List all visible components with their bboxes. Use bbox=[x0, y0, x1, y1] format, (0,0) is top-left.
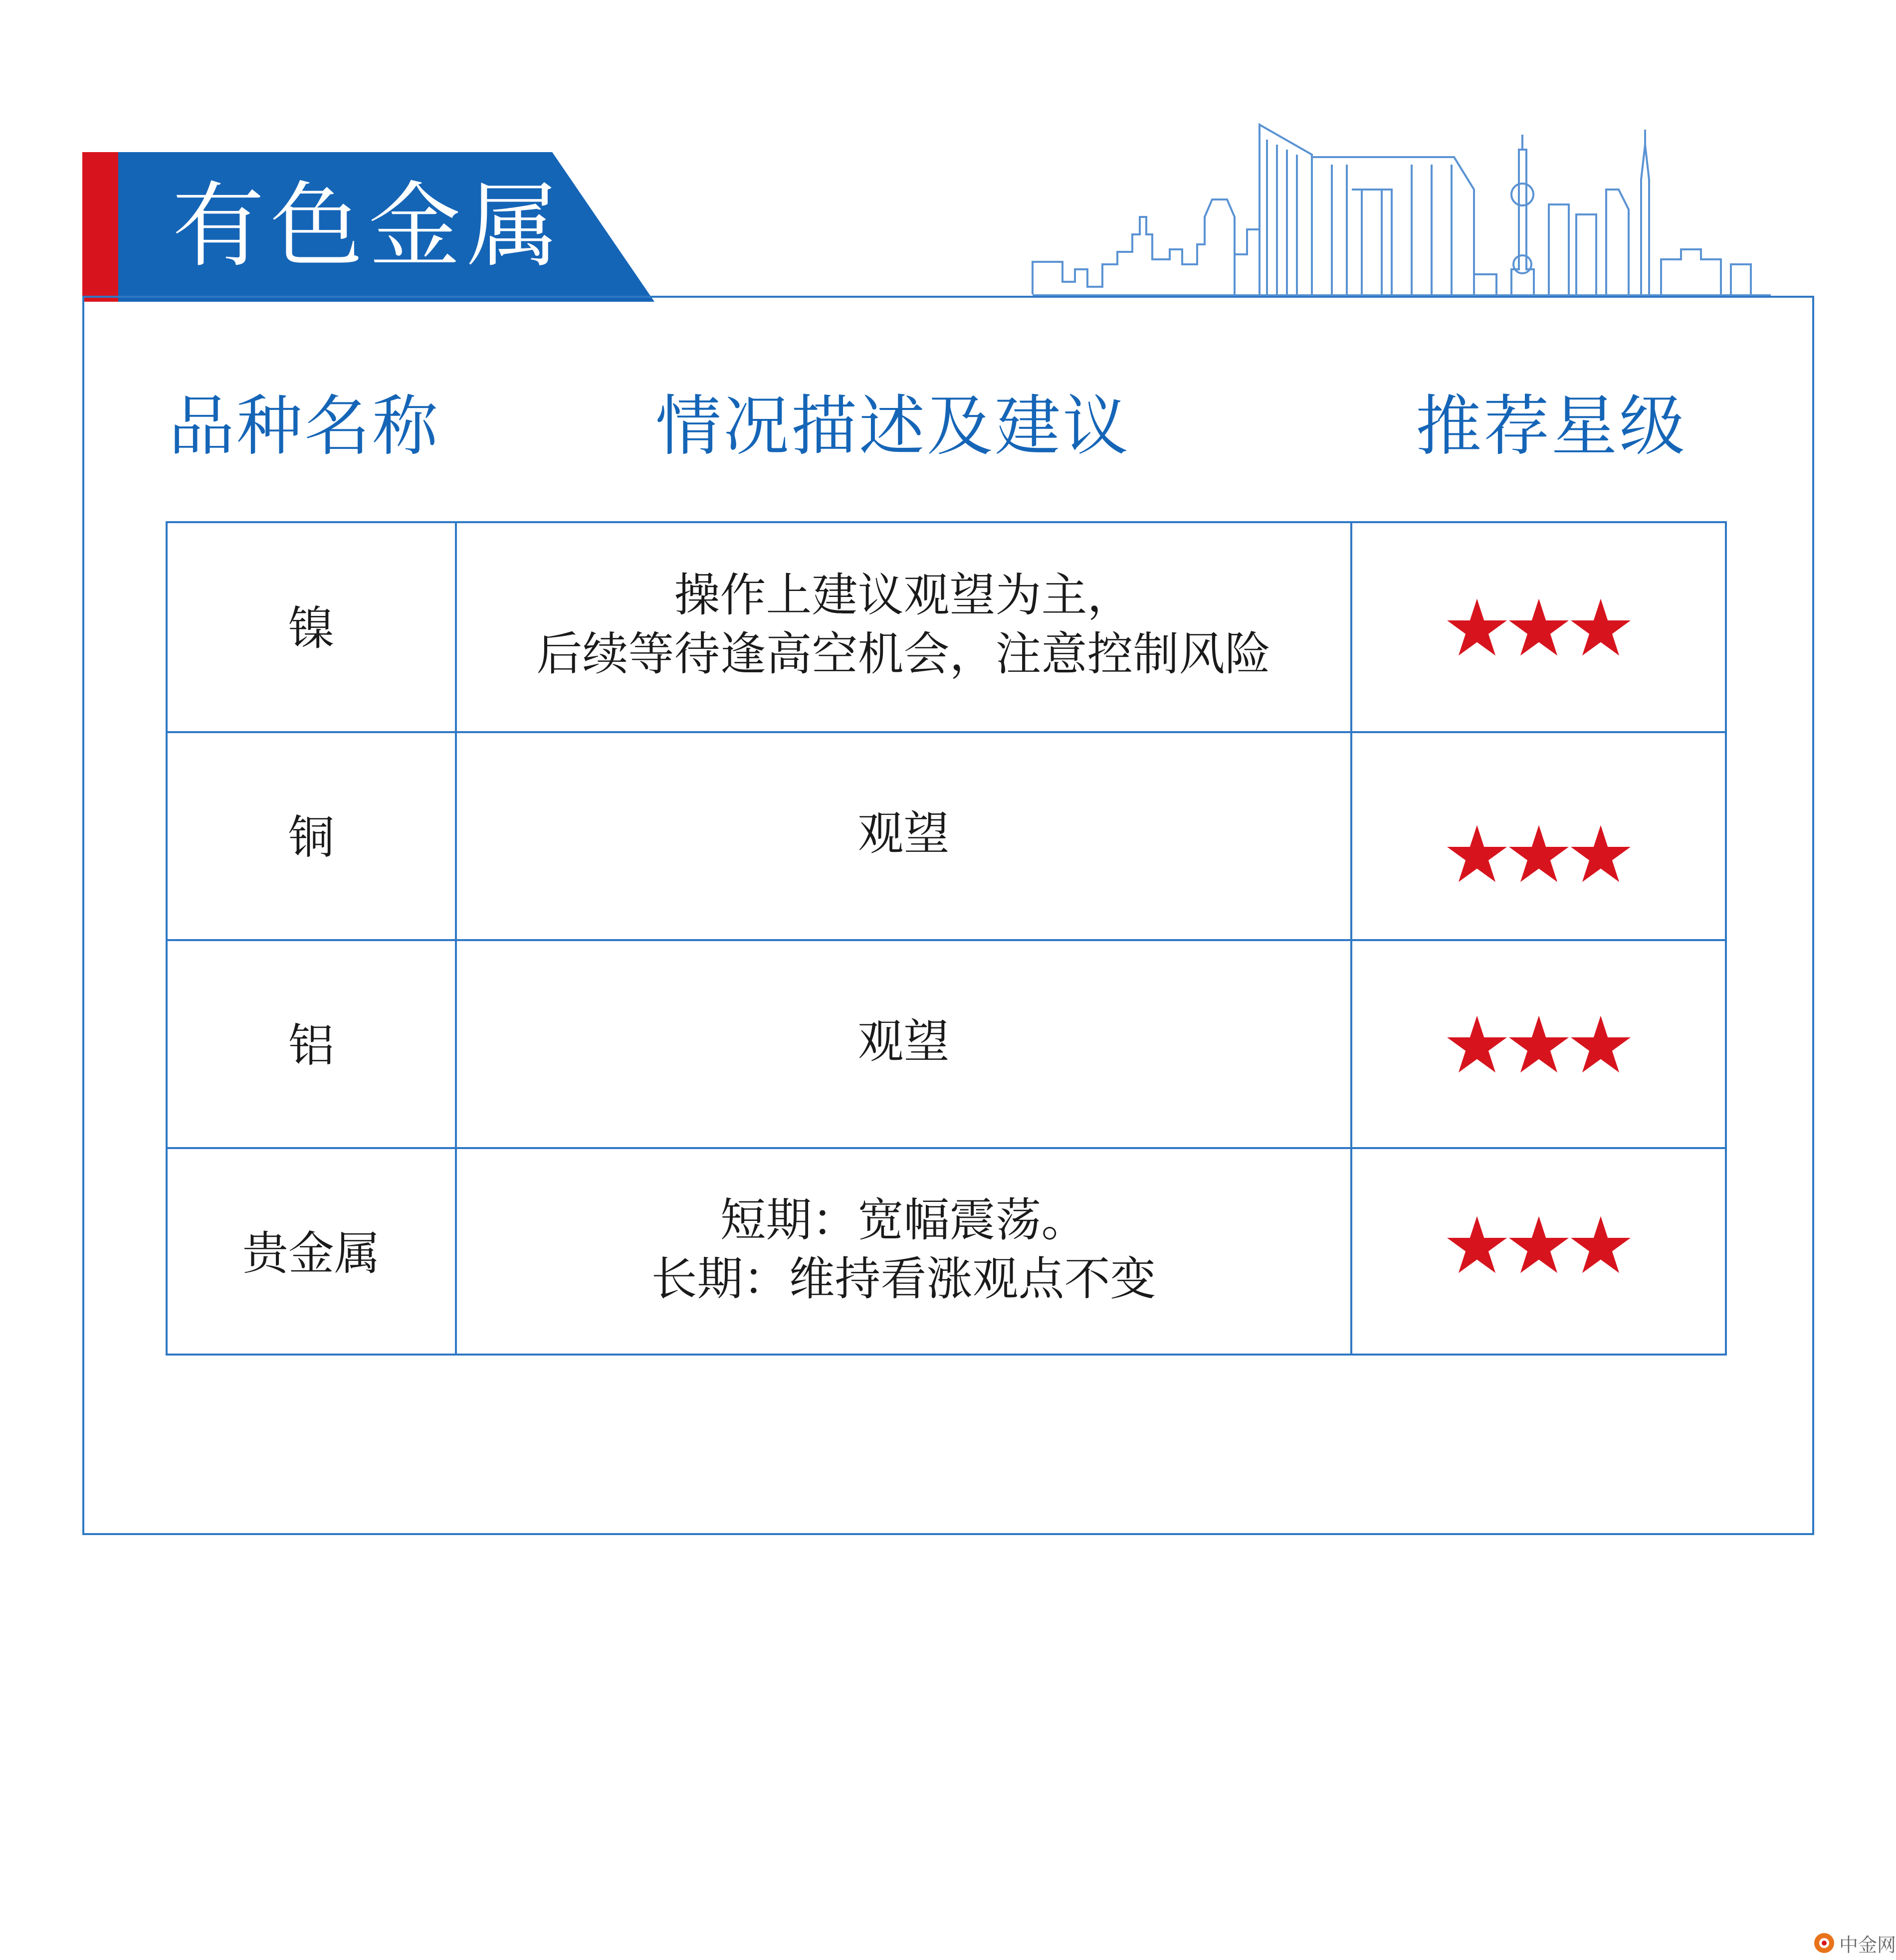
rating-cell bbox=[1352, 1149, 1725, 1355]
rating-cell bbox=[1352, 941, 1725, 1147]
commodity-description: 观望 bbox=[857, 1014, 950, 1068]
column-header-name: 品种名称 bbox=[169, 388, 440, 465]
star-rating bbox=[1447, 1015, 1631, 1073]
table-row bbox=[168, 1147, 1725, 1355]
star-rating bbox=[1447, 598, 1631, 656]
description-cell bbox=[457, 733, 1352, 939]
star-icon bbox=[1509, 1015, 1569, 1073]
star-icon bbox=[1571, 1216, 1631, 1273]
table-row bbox=[168, 939, 1725, 1147]
header-accent-bar bbox=[82, 152, 118, 302]
commodity-name: 贵金属 bbox=[242, 1226, 380, 1280]
commodity-description: 操作上建议观望为主， 后续等待逢高空机会，注意控制风险 bbox=[536, 568, 1271, 681]
name-cell bbox=[168, 941, 457, 1147]
rating-cell bbox=[1352, 733, 1725, 939]
name-cell bbox=[168, 733, 457, 939]
name-cell bbox=[168, 1149, 457, 1355]
rating-cell bbox=[1352, 523, 1725, 731]
description-cell bbox=[457, 941, 1352, 1147]
watermark bbox=[1813, 1929, 1896, 1957]
commodity-description: 短期：宽幅震荡。 长期：维持看涨观点不变 bbox=[651, 1193, 1156, 1306]
star-rating bbox=[1447, 825, 1631, 882]
column-header-description: 情况描述及建议 bbox=[655, 388, 1130, 465]
description-cell bbox=[457, 523, 1352, 731]
star-icon bbox=[1447, 598, 1507, 656]
commodity-name: 铝 bbox=[288, 1018, 334, 1072]
star-icon bbox=[1447, 825, 1507, 882]
zhongjin-logo-icon bbox=[1813, 1932, 1835, 1954]
table-row bbox=[168, 523, 1725, 731]
name-cell bbox=[168, 523, 457, 731]
commodity-description: 观望 bbox=[857, 806, 950, 860]
column-header-rating: 推荐星级 bbox=[1416, 388, 1687, 465]
description-cell bbox=[457, 1149, 1352, 1355]
star-icon bbox=[1571, 598, 1631, 656]
watermark-text: 中金网 bbox=[1839, 1934, 1896, 1956]
star-icon bbox=[1447, 1216, 1507, 1273]
star-icon bbox=[1447, 1015, 1507, 1073]
table-row bbox=[168, 731, 1725, 939]
city-skyline-icon bbox=[1033, 110, 1771, 299]
star-icon bbox=[1571, 825, 1631, 882]
recommendation-table bbox=[166, 521, 1727, 1356]
commodity-name: 镍 bbox=[288, 601, 334, 655]
star-icon bbox=[1509, 1216, 1569, 1273]
star-icon bbox=[1509, 825, 1569, 882]
star-icon bbox=[1509, 598, 1569, 656]
page-title: 有色金属 bbox=[172, 172, 565, 280]
star-rating bbox=[1447, 1216, 1631, 1273]
commodity-name: 铜 bbox=[288, 810, 334, 864]
star-icon bbox=[1571, 1015, 1631, 1073]
